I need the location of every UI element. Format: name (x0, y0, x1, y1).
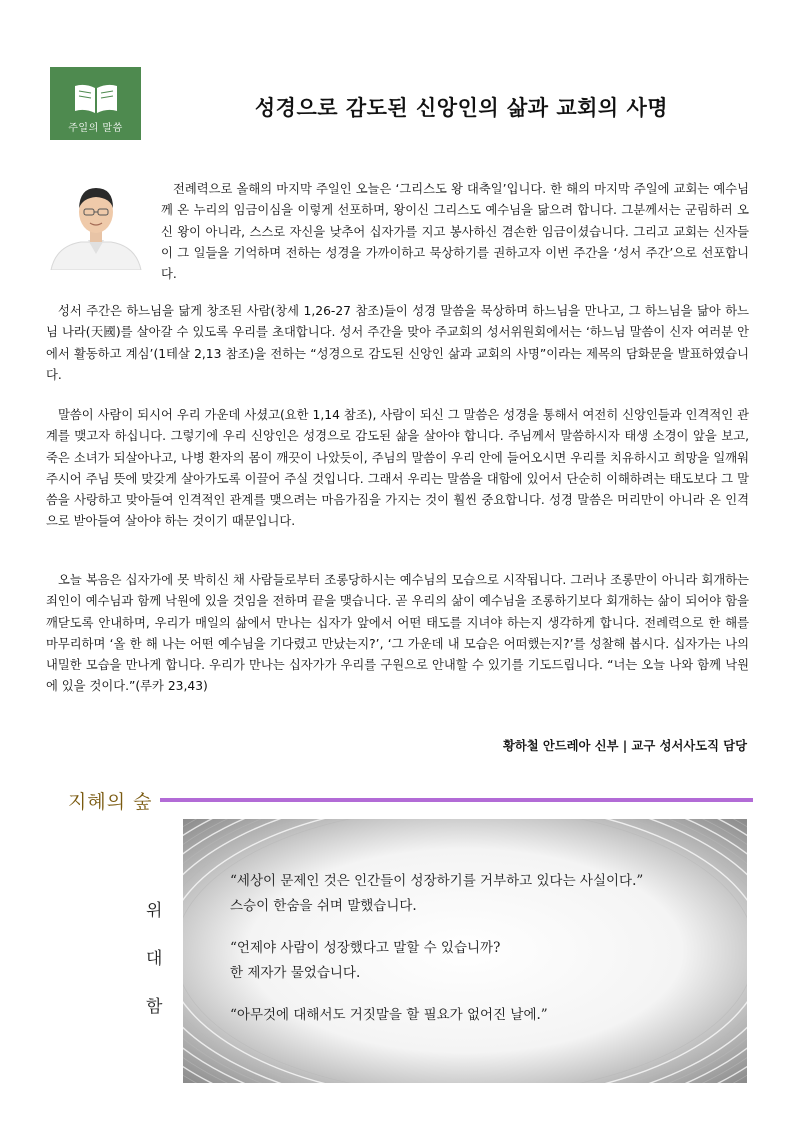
paragraph-3-text: 말씀이 사람이 되시어 우리 가운데 사셨고(요한 1,14 참조), 사람이 되신 그 말씀은 성경을 통해서 여전히 신앙인들과 인격적인 관계를 맺고자 하십니다. 그렇기에 우리 신앙인은 성경으로 감도된 삶을 살아야 합니다. 주님께서 말씀하시자 태생 소경이 앞을 보고, 죽은 소녀가 되살아나고, 나병 환자의 몸이 깨끗이 나았듯이, 주님의 말씀이 우리 안에 들어오시면 우리를 치유하시고 희망을 일깨워 주시어 주님 뜻에 맞갖게 살아가도록 이끌어 주실 것입니다. 그래서 우리는 말씀을 대함에 있어서 단순히 이해하려는 태도보다 그 말씀을 사랑하고 맞아들여 인격적인 관계를 맺으려는 마음가짐을 가지는 것이 훨씬 중요합니다. 성경 말씀은 머리만이 아니라 온 인격으로 받아들여 살아야 하는 것이기 때문입니다. (46, 408, 749, 529)
quote-line-2: 스승이 한숨을 쉬며 말했습니다. (230, 898, 417, 914)
logo-label: 주일의 말씀 (68, 123, 123, 134)
paragraph-3 (46, 405, 749, 533)
quote-line-5: “아무것에 대해서도 거짓말을 할 필요가 없어진 날에.” (230, 1007, 548, 1023)
paragraph-1-text: 전례력으로 올해의 마지막 주일인 오늘은 ‘그리스도 왕 대축일’입니다. 한 해의 마지막 주일에 교회는 예수님께 온 누리의 임금이심을 이렇게 선포하며, 왕이신 그리스도 예수님을 닮으려 합니다. 그분께서는 군림하러 오신 왕이 아니라, 스스로 자신을 낮추어 십자가를 지고 봉사하신 겸손한 임금이셨습니다. 그리고 교회는 신자들이 그 일들을 기억하며 전하는 성경을 가까이하고 묵상하기를 권하고자 이번 주간을 ‘성서 주간’으로 선포합니다. (161, 182, 749, 282)
side-word-2: 대 (146, 949, 163, 969)
side-word-3: 함 (146, 997, 163, 1017)
open-book-icon (73, 81, 119, 115)
author-portrait (46, 176, 146, 270)
quote-line-1: “세상이 문제인 것은 인간들이 성장하기를 거부하고 있다는 사실이다.” (230, 873, 644, 889)
quote-line-3: “언제야 사람이 성장했다고 말할 수 있습니까? (230, 940, 501, 956)
author-signature: 황하철 안드레아 신부 | 교구 성서사도직 담당 (503, 739, 747, 753)
quote-line-4: 한 제자가 물었습니다. (230, 965, 361, 981)
side-word-1: 위 (146, 901, 163, 921)
paragraph-4-text: 오늘 복음은 십자가에 못 박히신 채 사람들로부터 조롱당하시는 예수님의 모습으로 시작됩니다. 그러나 조롱만이 아니라 회개하는 죄인이 예수님과 함께 낙원에 있을 것임을 전하며 끝을 맺습니다. 곧 우리의 삶이 예수님을 조롱하기보다 회개하는 삶이 되어야 함을 깨닫도록 안내하며, 우리가 매일의 삶에서 만나는 십자가 앞에서 어떤 태도를 지녀야 하는지 생각하게 합니다. 전례력으로 한 해를 마무리하며 ‘올 한 해 나는 어떤 예수님을 기다렸고 만났는지?’, ‘그 가운데 내 모습은 어떠했는지?’를 성찰해 봅시다. 십자가는 나의 내밀한 모습을 만나게 합니다. 우리가 만나는 십자가가 우리를 구원으로 안내할 수 있기를 기도드립니다. “너는 오늘 나와 함께 낙원에 있을 것이다.”(루카 23,43) (46, 573, 749, 694)
paragraph-1 (161, 179, 749, 285)
page-title: 성경으로 감도된 신앙인의 삶과 교회의 사명 (254, 96, 669, 120)
section-divider (160, 798, 753, 802)
wisdom-heading: 지혜의 숲 (68, 791, 153, 813)
paragraph-2 (46, 301, 749, 386)
paragraph-2-text: 성서 주간은 하느님을 닮게 창조된 사람(창세 1,26-27 참조)들이 성경 말씀을 묵상하며 하느님을 만나고, 그 하느님을 닮아 하느님 나라(天國)를 살아갈 수 있도록 우리를 초대합니다. 성서 주간을 맞아 주교회의 성서위원회에서는 ‘하느님 말씀이 신자 여러분 안에서 활동하고 계심’(1테살 2,13 참조)을 전하는 “성경으로 감도된 신앙인 삶과 교회의 사명”이라는 제목의 담화문을 발표하였습니다. (46, 304, 749, 382)
paragraph-4 (46, 570, 749, 698)
sunday-word-logo (50, 67, 141, 140)
